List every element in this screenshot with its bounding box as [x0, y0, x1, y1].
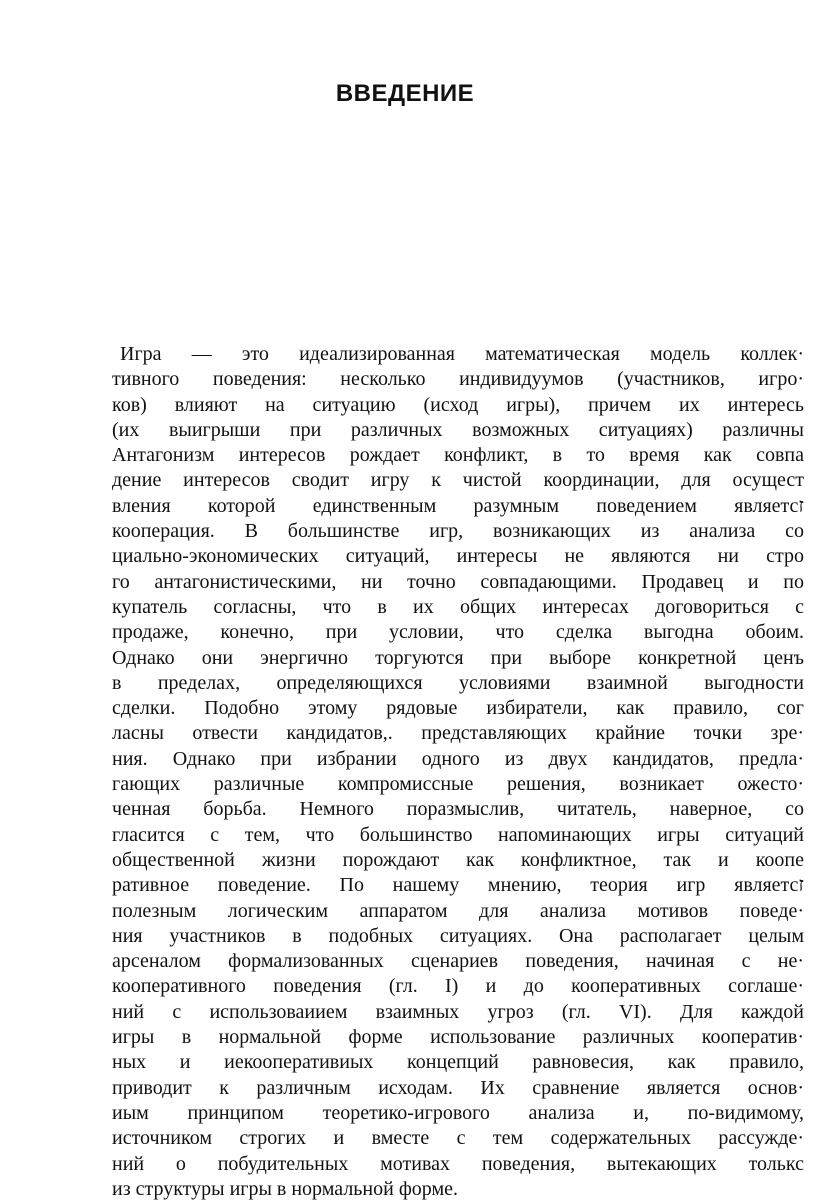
text-line: купатель согласны, что в их общих интересах договориться с	[112, 595, 804, 618]
text-line: полезным логическим аппаратом для анализа мотивов поведе·	[112, 899, 804, 922]
text-line: гающих различные компромиссные решения, возникает ожесто·	[112, 773, 804, 796]
text-line: игры в нормальной форме использование различных кооператив·	[112, 1026, 804, 1049]
text-line: ных и иекооперативиых концепций равновесия, как правило,	[112, 1051, 804, 1074]
text-line: приводит к различным исходам. Их сравнение является основ·	[112, 1076, 804, 1099]
text-line: Игра — это идеализированная математическая модель коллек·	[120, 343, 804, 365]
text-line: кооперация. В большинстве игр, возникающих из анализа со	[112, 520, 804, 543]
text-line: ративное поведение. По нашему мнению, теория игр являетсז	[112, 874, 804, 897]
text-line: ченная борьба. Немного поразмыслив, читатель, наверное, со	[112, 798, 804, 821]
text-line: общественной жизни порождают как конфликтное, так и коопе	[112, 848, 804, 871]
text-line: тивного поведения: несколько индивидуумов (участников, игро·	[112, 368, 804, 391]
text-line: в пределах, определяющихся условиями взаимной выгодности	[112, 671, 804, 694]
text-line: из структуры игры в нормальной форме.	[112, 1177, 459, 1200]
text-line: ния участников в подобных ситуациях. Она располагает целым	[112, 924, 804, 947]
text-line: Антагонизм интересов рождает конфликт, в то время как совпа	[112, 444, 804, 467]
text-line: ний о побудительных мотивах поведения, вытекающих толькс	[112, 1152, 804, 1175]
text-line: ний с использоваиием взаимных угроз (гл. VI). Для каждой	[112, 1000, 804, 1023]
text-line: гласится с тем, что большинство напоминающих игры ситуаций	[112, 823, 804, 846]
text-line: сделки. Подобно этому рядовые избиратели, как правило, сог	[112, 697, 804, 720]
chapter-title: ВВЕДЕНИЕ	[335, 80, 475, 107]
text-line: арсеналом формализованных сценариев поведения, начиная с не·	[112, 950, 804, 973]
text-line: ков) влияют на ситуацию (исход игры), причем их интересь	[112, 393, 804, 416]
text-line: го антагонистическими, ни точно совпадающими. Продавец и по	[112, 570, 804, 593]
text-line: иым принципом теоретико-игрового анализа и, по-видимому,	[112, 1101, 804, 1124]
text-line: (их выигрыши при различных возможных ситуациях) различны	[112, 418, 804, 441]
text-line: ния. Однако при избрании одного из двух кандидатов, предла·	[112, 747, 804, 770]
text-line: циально-экономических ситуаций, интересы не являются ни стро	[112, 545, 804, 568]
text-line: продаже, конечно, при условии, что сделка выгодна обоим.	[112, 621, 804, 644]
text-line: вления которой единственным разумным поведением являетсז	[112, 494, 804, 517]
text-line: кооперативного поведения (гл. I) и до кооперативных соглаше·	[112, 975, 804, 998]
text-line: ласны отвести кандидатов,. представляющих крайние точки зре·	[112, 722, 804, 745]
text-line: Однако они энергично торгуются при выборе конкретной ценъ	[112, 646, 804, 669]
introduction-paragraph	[112, 342, 804, 1202]
text-line: источником строгих и вместе с тем содержательных рассужде·	[112, 1127, 804, 1150]
text-line: дение интересов сводит игру к чистой координации, для осущест	[112, 469, 804, 492]
